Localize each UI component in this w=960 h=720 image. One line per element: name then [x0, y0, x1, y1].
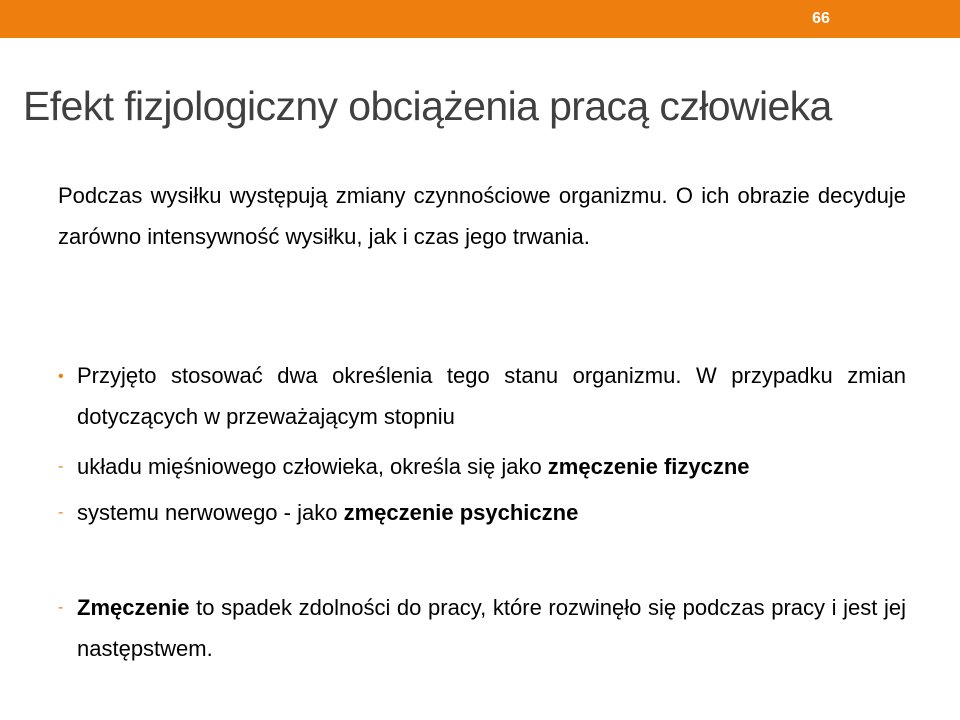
dash-item-fatigue-definition — [58, 587, 906, 669]
bullet-item-definitions — [58, 355, 906, 437]
dash-item-physical-fatigue — [58, 446, 906, 487]
dash-text-bold: zmęczenie psychiczne — [343, 500, 579, 525]
header-bar — [0, 0, 960, 38]
dash-text-regular: systemu nerwowego - jako — [77, 500, 344, 525]
dash-item-mental-fatigue — [58, 492, 906, 533]
dash-text-bold: Zmęczenie — [77, 595, 190, 620]
slide-number: 66 — [812, 10, 830, 27]
dash-text — [77, 492, 906, 533]
dash-marker: - — [58, 504, 64, 521]
dash-marker: - — [58, 458, 64, 475]
dash-text-regular: układu mięśniowego człowieka, określa się jako — [77, 454, 548, 479]
bullet-text: Przyjęto stosować dwa określenia tego stanu organizmu. W przypadku zmian dotyczących w przeważającym stopniu — [77, 363, 906, 429]
intro-paragraph: Podczas wysiłku występują zmiany czynnościowe organizmu. O ich obrazie decyduje zarówno intensywność wysiłku, jak i czas jego trwania. — [58, 183, 906, 249]
bullet-marker: • — [58, 368, 64, 385]
dash-marker: - — [58, 599, 64, 616]
dash-text-bold: zmęczenie fizyczne — [547, 454, 750, 479]
dash-text — [77, 446, 906, 487]
dash-text — [77, 587, 906, 669]
slide-title: Efekt fizjologiczny obciążenia pracą człowieka — [23, 83, 832, 129]
dash-text-regular: to spadek zdolności do pracy, które rozwinęło się podczas pracy i jest jej następstwem. — [77, 595, 906, 661]
